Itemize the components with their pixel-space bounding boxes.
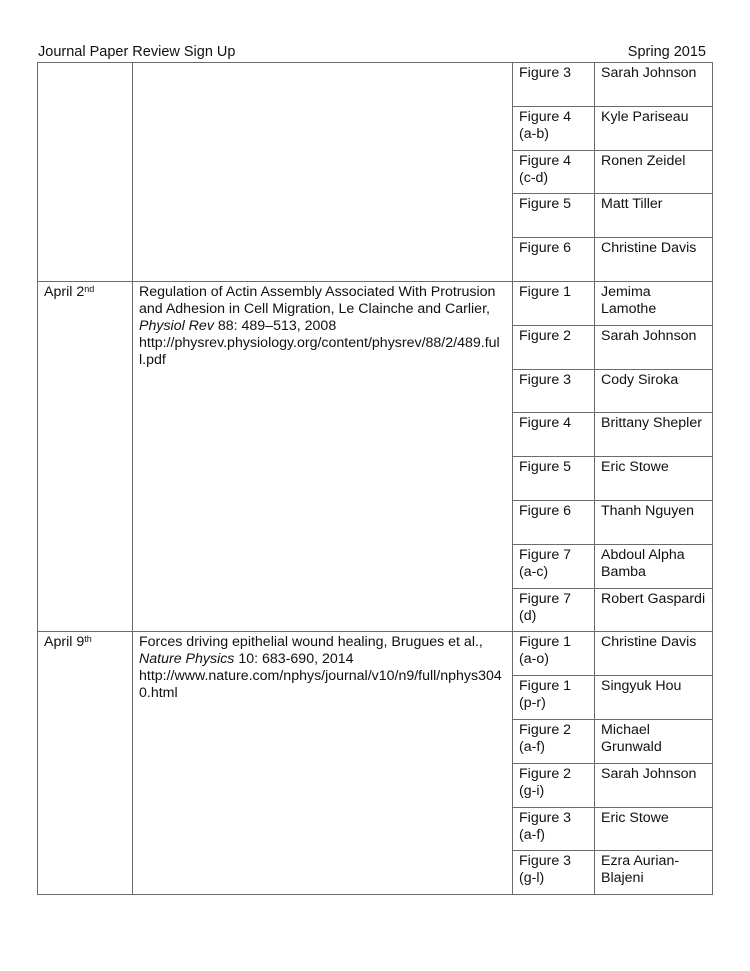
journal-name: Nature Physics (139, 651, 235, 668)
reviewer-name: Cody Siroka (595, 369, 713, 413)
figure-label: Figure 4 (a-b) (513, 106, 595, 150)
reviewer-name: Eric Stowe (595, 457, 713, 501)
figure-label: Figure 1 (513, 281, 595, 325)
reviewer-name: Christine Davis (595, 632, 713, 676)
paper-citation-cell (133, 632, 513, 895)
figure-label: Figure 4 (c-d) (513, 150, 595, 194)
figure-label: Figure 1 (a-o) (513, 632, 595, 676)
session-date-cell (38, 632, 133, 895)
reviewer-name: Brittany Shepler (595, 413, 713, 457)
figure-label: Figure 3 (513, 63, 595, 107)
assignment-row (38, 632, 713, 676)
reviewer-name: Christine Davis (595, 238, 713, 282)
reviewer-name: Sarah Johnson (595, 763, 713, 807)
reviewer-name: Sarah Johnson (595, 325, 713, 369)
paper-citation: Forces driving epithelial wound healing, Brugues et al., (139, 634, 483, 651)
figure-label: Figure 2 (513, 325, 595, 369)
paper-url[interactable]: http://physrev.physiology.org/content/physrev/88/2/489.full.pdf (139, 334, 500, 368)
reviewer-name: Thanh Nguyen (595, 500, 713, 544)
paper-citation-cell (133, 281, 513, 631)
figure-label: Figure 2 (a-f) (513, 719, 595, 763)
session-date: April 2 (44, 283, 85, 300)
reviewer-name: Kyle Pariseau (595, 106, 713, 150)
figure-label: Figure 3 (g-l) (513, 851, 595, 895)
paper-url[interactable]: http://www.nature.com/nphys/journal/v10/n9/full/nphys3040.html (139, 668, 502, 702)
reviewer-name: Ezra Aurian-Blajeni (595, 851, 713, 895)
reviewer-name: Eric Stowe (595, 807, 713, 851)
reviewer-name: Ronen Zeidel (595, 150, 713, 194)
figure-label: Figure 5 (513, 194, 595, 238)
reviewer-name: Jemima Lamothe (595, 281, 713, 325)
session-date: April 9 (44, 634, 85, 651)
session-date-cell (38, 63, 133, 282)
figure-label: Figure 5 (513, 457, 595, 501)
figure-label: Figure 7 (d) (513, 588, 595, 632)
figure-label: Figure 4 (513, 413, 595, 457)
reviewer-name: Singyuk Hou (595, 676, 713, 720)
signup-table-body (38, 63, 713, 895)
figure-label: Figure 6 (513, 238, 595, 282)
figure-label: Figure 7 (a-c) (513, 544, 595, 588)
date-ordinal-suffix: nd (84, 283, 95, 294)
signup-table (37, 62, 713, 895)
figure-label: Figure 3 (a-f) (513, 807, 595, 851)
assignment-row (38, 281, 713, 325)
reviewer-name: Michael Grunwald (595, 719, 713, 763)
term-label: Spring 2015 (627, 44, 706, 60)
figure-label: Figure 2 (g-i) (513, 763, 595, 807)
session-date-cell (38, 281, 133, 631)
figure-label: Figure 6 (513, 500, 595, 544)
assignment-row (38, 63, 713, 107)
figure-label: Figure 3 (513, 369, 595, 413)
paper-citation: Regulation of Actin Assembly Associated With Protrusion and Adhesion in Cell Migration, Le Clainche and Carlier, (139, 283, 496, 317)
paper-volume-pages: 10: 683-690, 2014 (234, 651, 354, 668)
reviewer-name: Sarah Johnson (595, 63, 713, 107)
journal-name: Physiol Rev (139, 317, 214, 334)
reviewer-name: Abdoul Alpha Bamba (595, 544, 713, 588)
paper-volume-pages: 88: 489–513, 2008 (213, 317, 337, 334)
date-ordinal-suffix: th (84, 634, 92, 645)
document-title: Journal Paper Review Sign Up (38, 44, 236, 60)
paper-citation-cell (133, 63, 513, 282)
reviewer-name: Matt Tiller (595, 194, 713, 238)
reviewer-name: Robert Gaspardi (595, 588, 713, 632)
figure-label: Figure 1 (p-r) (513, 676, 595, 720)
